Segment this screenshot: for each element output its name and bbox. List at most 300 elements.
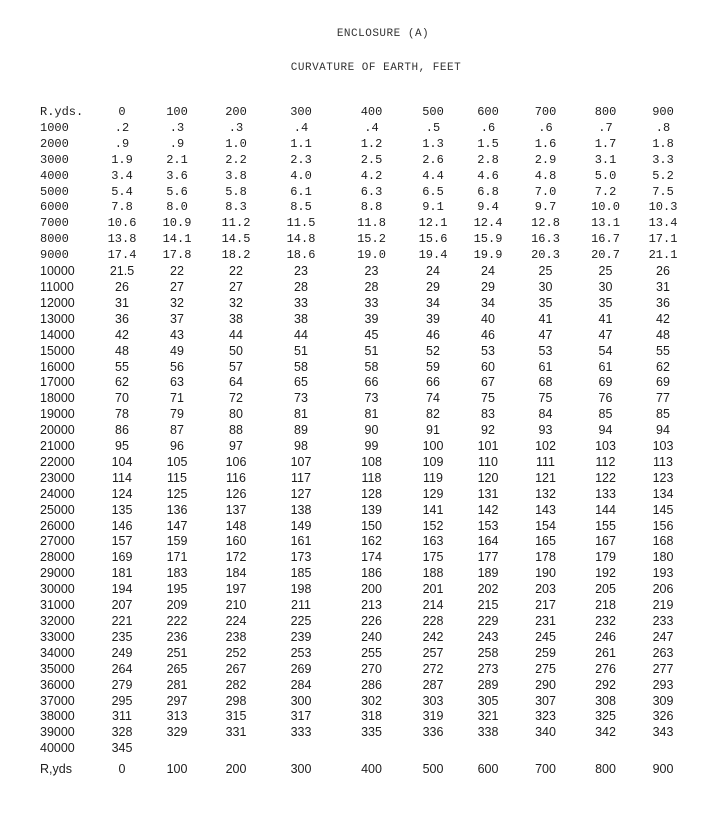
- curvature-cell: 207: [111, 598, 133, 613]
- curvature-cell: 117: [291, 470, 311, 485]
- table-row: [36, 169, 689, 185]
- curvature-cell: 49: [170, 343, 184, 358]
- curvature-cell: 11.8: [357, 216, 386, 231]
- curvature-cell: 21.1: [648, 248, 678, 263]
- curvature-cell: 39: [426, 311, 440, 326]
- curvature-cell: 210: [225, 598, 247, 613]
- curvature-cell: 2.3: [290, 152, 312, 167]
- curvature-cell: 152: [422, 518, 444, 533]
- curvature-cell: 13.8: [107, 232, 137, 247]
- curvature-cell: 286: [361, 677, 382, 692]
- curvature-cell: 66: [364, 375, 379, 390]
- curvature-cell: 206: [652, 582, 674, 597]
- column-header-600: 600: [477, 105, 499, 119]
- curvature-cell: 10.0: [591, 200, 620, 215]
- curvature-cell: 219: [652, 598, 674, 613]
- table-row: [36, 423, 689, 439]
- curvature-cell: 47: [598, 327, 613, 342]
- range-label: 36000: [40, 677, 75, 692]
- curvature-cell: 297: [166, 693, 188, 708]
- curvature-cell: 261: [595, 645, 616, 660]
- range-label: 3000: [40, 152, 69, 167]
- curvature-cell: 159: [166, 534, 188, 549]
- curvature-cell: 273: [477, 661, 499, 676]
- curvature-cell: 295: [111, 693, 133, 708]
- curvature-cell: 328: [111, 725, 133, 740]
- curvature-cell: 46: [426, 327, 440, 342]
- curvature-cell: 218: [595, 598, 616, 613]
- curvature-cell: 116: [226, 470, 246, 485]
- curvature-cell: 103: [595, 439, 616, 454]
- curvature-cell: 290: [535, 677, 556, 692]
- curvature-cell: 67: [481, 375, 495, 390]
- curvature-cell: 331: [225, 725, 247, 740]
- curvature-cell: 61: [598, 359, 613, 374]
- curvature-cell: 298: [225, 693, 247, 708]
- table-row: [36, 232, 689, 248]
- curvature-cell: 190: [535, 566, 556, 581]
- range-label: 8000: [40, 232, 69, 247]
- curvature-cell: 22: [170, 264, 184, 279]
- curvature-cell: 171: [166, 550, 188, 565]
- curvature-cell: [574, 741, 637, 757]
- curvature-cell: 318: [361, 709, 382, 724]
- curvature-cell: 12.1: [418, 216, 448, 231]
- curvature-cell: 4.4: [422, 168, 444, 183]
- curvature-cell: 7.2: [594, 184, 617, 199]
- range-label: 4000: [40, 168, 69, 183]
- curvature-cell: 255: [361, 645, 382, 660]
- curvature-cell: 282: [225, 677, 247, 692]
- curvature-cell: 156: [652, 518, 674, 533]
- range-label: 30000: [40, 582, 75, 597]
- curvature-cell: 145: [652, 502, 674, 517]
- table-row: [36, 248, 689, 264]
- column-header-700: 700: [534, 105, 557, 119]
- curvature-cell: 56: [170, 359, 184, 374]
- curvature-cell: 157: [111, 534, 133, 549]
- curvature-cell: 329: [166, 725, 188, 740]
- curvature-cell: 7.5: [652, 184, 674, 199]
- curvature-cell: 2.6: [422, 152, 444, 167]
- curvature-cell: 24: [426, 264, 440, 279]
- curvature-cell: 144: [595, 502, 616, 517]
- table-row: [36, 582, 689, 598]
- curvature-cell: .3: [169, 120, 185, 135]
- curvature-cell: 83: [481, 407, 495, 422]
- curvature-cell: 183: [166, 566, 188, 581]
- curvature-cell: 281: [166, 677, 188, 692]
- curvature-cell: 146: [111, 518, 133, 533]
- curvature-cell: 26: [656, 264, 670, 279]
- curvature-cell: 86: [115, 423, 129, 438]
- curvature-cell: 104: [111, 454, 133, 469]
- range-label: 15000: [40, 343, 75, 358]
- curvature-cell: 232: [595, 614, 616, 628]
- curvature-cell: .2: [114, 120, 130, 135]
- range-label: 28000: [40, 550, 75, 565]
- curvature-cell: 168: [652, 534, 674, 549]
- range-label: 29000: [40, 566, 75, 581]
- curvature-cell: 44: [294, 327, 308, 342]
- curvature-cell: 154: [535, 518, 556, 533]
- table-row: [36, 391, 689, 407]
- curvature-cell: 73: [364, 391, 379, 406]
- curvature-cell: 197: [225, 582, 247, 597]
- range-label: 16000: [40, 359, 75, 374]
- curvature-cell: 9.1: [422, 200, 444, 215]
- curvature-cell: 85: [598, 407, 613, 422]
- curvature-cell: 164: [477, 534, 499, 549]
- curvature-cell: 11.2: [221, 216, 251, 231]
- curvature-cell: 217: [535, 598, 556, 613]
- curvature-cell: 211: [291, 598, 311, 613]
- curvature-cell: 96: [170, 439, 184, 454]
- curvature-cell: 15.9: [473, 232, 503, 247]
- curvature-cell: 1.2: [360, 136, 383, 151]
- curvature-cell: 309: [652, 693, 674, 708]
- header-row: [36, 105, 689, 121]
- curvature-cell: 43: [170, 327, 184, 342]
- curvature-cell: 185: [290, 566, 312, 581]
- curvature-cell: 42: [115, 327, 129, 342]
- curvature-cell: 81: [364, 407, 379, 422]
- curvature-cell: 120: [477, 470, 499, 485]
- curvature-cell: .9: [114, 136, 130, 151]
- curvature-cell: 16.7: [591, 232, 620, 247]
- curvature-cell: 238: [225, 629, 247, 644]
- curvature-cell: 138: [290, 502, 312, 517]
- curvature-cell: 32: [229, 295, 243, 310]
- curvature-cell: 163: [422, 534, 444, 549]
- curvature-cell: 9.7: [534, 200, 557, 215]
- curvature-cell: 326: [652, 709, 674, 724]
- column-header-800: 800: [594, 105, 617, 119]
- curvature-cell: 225: [290, 614, 312, 628]
- curvature-cell: 55: [115, 359, 129, 374]
- curvature-cell: 5.8: [225, 184, 247, 199]
- curvature-cell: 305: [477, 693, 499, 708]
- curvature-cell: 22: [229, 264, 243, 279]
- curvature-cell: 45: [364, 327, 379, 342]
- curvature-cell: 279: [111, 677, 133, 692]
- curvature-cell: 36: [656, 295, 670, 310]
- table-row: [36, 153, 689, 169]
- curvature-cell: 13.1: [591, 216, 620, 231]
- curvature-cell: 1.0: [225, 136, 247, 151]
- table-row: [36, 630, 689, 646]
- curvature-cell: 118: [361, 470, 382, 485]
- curvature-cell: 31: [115, 295, 129, 310]
- curvature-cell: 263: [652, 645, 674, 660]
- range-label: 40000: [40, 741, 75, 756]
- curvature-cell: 258: [477, 645, 499, 660]
- curvature-cell: 88: [229, 423, 243, 438]
- curvature-cell: 51: [294, 343, 308, 358]
- column-footer-900: 900: [652, 762, 674, 777]
- curvature-cell: 127: [290, 486, 312, 501]
- curvature-cell: 142: [477, 502, 499, 517]
- table-row: [36, 455, 689, 471]
- table-row: [36, 566, 689, 582]
- curvature-cell: 243: [477, 629, 499, 644]
- table-row: [36, 487, 689, 503]
- curvature-cell: 12.8: [531, 216, 560, 231]
- curvature-cell: 245: [535, 629, 556, 644]
- curvature-cell: 270: [361, 661, 382, 676]
- curvature-cell: 77: [656, 391, 670, 406]
- column-header-500: 500: [422, 105, 444, 119]
- curvature-cell: 177: [477, 550, 499, 565]
- curvature-cell: 311: [112, 709, 132, 724]
- curvature-cell: .9: [169, 136, 185, 151]
- curvature-cell: 58: [294, 359, 308, 374]
- curvature-cell: 192: [595, 566, 616, 581]
- curvature-cell: 28: [294, 279, 308, 294]
- table-row: [36, 344, 689, 360]
- enclosure-heading: ENCLOSURE (A): [336, 28, 430, 40]
- curvature-cell: 172: [225, 550, 247, 565]
- range-label: 24000: [40, 486, 75, 501]
- table-row: [36, 200, 689, 216]
- curvature-cell: 85: [656, 407, 670, 422]
- curvature-cell: 267: [225, 661, 247, 676]
- column-footer-700: 700: [535, 762, 556, 777]
- curvature-cell: 264: [111, 661, 133, 676]
- curvature-cell: [637, 741, 689, 757]
- curvature-cell: 10.9: [162, 216, 192, 231]
- table-row: [36, 694, 689, 710]
- table-row: [36, 439, 689, 455]
- curvature-cell: 313: [166, 709, 188, 724]
- curvature-cell: 160: [225, 534, 247, 549]
- curvature-cell: 94: [656, 423, 670, 438]
- curvature-cell: 70: [115, 391, 129, 406]
- range-label: 26000: [40, 518, 75, 533]
- curvature-cell: 202: [477, 582, 499, 597]
- column-footer-200: 200: [225, 762, 247, 777]
- range-yards-footer: R,yds: [40, 762, 72, 777]
- curvature-cell: 335: [361, 725, 382, 740]
- curvature-cell: 122: [595, 470, 616, 485]
- column-footer-600: 600: [477, 762, 499, 777]
- curvature-cell: 1.8: [652, 136, 674, 151]
- curvature-cell: 1.9: [111, 152, 133, 167]
- curvature-cell: 128: [361, 486, 382, 501]
- curvature-cell: 66: [426, 375, 440, 390]
- curvature-cell: 269: [290, 661, 312, 676]
- curvature-cell: 19.4: [418, 248, 448, 263]
- curvature-cell: 167: [595, 534, 616, 549]
- curvature-cell: 91: [426, 423, 440, 438]
- curvature-cell: 5.2: [652, 168, 674, 183]
- curvature-cell: 169: [111, 550, 133, 565]
- curvature-cell: 15.6: [418, 232, 448, 247]
- curvature-cell: 147: [166, 518, 188, 533]
- curvature-cell: 40: [481, 311, 495, 326]
- range-label: 7000: [40, 216, 69, 231]
- curvature-cell: 3.8: [225, 168, 247, 183]
- curvature-cell: 119: [423, 470, 443, 485]
- curvature-cell: 1.6: [534, 136, 557, 151]
- curvature-cell: 100: [422, 439, 444, 454]
- curvature-cell: 34: [481, 295, 495, 310]
- curvature-cell: 72: [229, 391, 243, 406]
- curvature-cell: 302: [361, 693, 382, 708]
- curvature-cell: 101: [477, 439, 499, 454]
- curvature-cell: 8.3: [225, 200, 247, 215]
- curvature-cell: 235: [111, 629, 133, 644]
- curvature-cell: 193: [652, 566, 674, 581]
- curvature-cell: 94: [598, 423, 613, 438]
- curvature-cell: 338: [477, 725, 499, 740]
- curvature-cell: 315: [225, 709, 247, 724]
- curvature-cell: .8: [655, 120, 671, 135]
- range-label: 1000: [40, 120, 69, 135]
- curvature-cell: 242: [422, 629, 444, 644]
- curvature-cell: 62: [656, 359, 670, 374]
- curvature-cell: 21.5: [109, 264, 135, 279]
- table-row: [36, 280, 689, 296]
- table-row: [36, 328, 689, 344]
- curvature-cell: 3.1: [594, 152, 617, 167]
- curvature-cell: 253: [290, 645, 312, 660]
- table-row: [36, 312, 689, 328]
- curvature-cell: 247: [652, 629, 674, 644]
- curvature-cell: 231: [535, 614, 556, 628]
- column-header-300: 300: [290, 105, 312, 119]
- curvature-cell: 5.6: [166, 184, 188, 199]
- curvature-cell: 61: [538, 359, 553, 374]
- range-label: 32000: [40, 614, 75, 628]
- curvature-cell: 60: [481, 359, 495, 374]
- curvature-cell: 18.2: [221, 248, 251, 263]
- curvature-cell: 123: [652, 470, 674, 485]
- curvature-cell: 110: [478, 454, 498, 469]
- curvature-cell: 3.6: [166, 168, 188, 183]
- curvature-cell: 342: [595, 725, 616, 740]
- curvature-cell: 35: [598, 295, 613, 310]
- curvature-cell: 307: [535, 693, 556, 708]
- curvature-cell: 16.3: [531, 232, 560, 247]
- range-label: 25000: [40, 502, 75, 517]
- column-footer-500: 500: [422, 762, 444, 777]
- curvature-cell: 224: [225, 614, 247, 628]
- curvature-cell: 52: [426, 343, 440, 358]
- curvature-cell: 4.6: [477, 168, 499, 183]
- curvature-cell: .7: [598, 120, 613, 135]
- curvature-cell: 257: [422, 645, 444, 660]
- curvature-cell: 300: [290, 693, 312, 708]
- curvature-cell: 47: [538, 327, 553, 342]
- curvature-cell: 134: [652, 486, 674, 501]
- curvature-cell: 265: [166, 661, 188, 676]
- curvature-cell: 64: [229, 375, 243, 390]
- range-label: 9000: [40, 248, 69, 263]
- column-header-200: 200: [225, 105, 247, 119]
- curvature-cell: 321: [477, 709, 499, 724]
- curvature-cell: 233: [652, 614, 674, 628]
- curvature-cell: 32: [170, 295, 184, 310]
- curvature-cell: 229: [477, 614, 499, 628]
- curvature-cell: 46: [481, 327, 495, 342]
- curvature-cell: 27: [229, 279, 243, 294]
- curvature-cell: 209: [166, 598, 188, 613]
- curvature-cell: 162: [361, 534, 382, 549]
- curvature-cell: 59: [426, 359, 440, 374]
- curvature-cell: 9.4: [477, 200, 499, 215]
- curvature-cell: 24: [481, 264, 495, 279]
- table-row: [36, 614, 689, 630]
- table-row: [36, 471, 689, 487]
- curvature-cell: 186: [361, 566, 382, 581]
- curvature-cell: 107: [290, 454, 312, 469]
- curvature-cell: 63: [170, 375, 184, 390]
- curvature-cell: 345: [111, 741, 133, 756]
- curvature-cell: 17.8: [162, 248, 192, 263]
- curvature-cell: 115: [167, 470, 187, 485]
- footer-row: [36, 757, 689, 778]
- range-label: 23000: [40, 470, 75, 485]
- curvature-cell: 149: [290, 518, 312, 533]
- curvature-cell: 90: [364, 423, 379, 438]
- curvature-cell: 50: [229, 343, 243, 358]
- curvature-cell: 4.2: [360, 168, 383, 183]
- curvature-cell: 276: [595, 661, 616, 676]
- curvature-cell: 23: [294, 264, 308, 279]
- curvature-cell: 55: [656, 343, 670, 358]
- curvature-cell: 333: [290, 725, 312, 740]
- curvature-cell: 126: [225, 486, 247, 501]
- column-header: [36, 105, 689, 121]
- curvature-cell: 287: [422, 677, 444, 692]
- curvature-cell: 249: [111, 645, 133, 660]
- column-header-400: 400: [360, 105, 383, 119]
- curvature-cell: 25: [538, 264, 553, 279]
- curvature-table: [36, 105, 689, 778]
- curvature-cell: 141: [422, 502, 444, 517]
- curvature-cell: 35: [538, 295, 553, 310]
- curvature-cell: 252: [225, 645, 247, 660]
- table-title: CURVATURE OF EARTH, FEET: [290, 62, 462, 74]
- curvature-cell: [459, 741, 517, 757]
- curvature-cell: 10.6: [107, 216, 137, 231]
- curvature-cell: 303: [422, 693, 444, 708]
- range-label: 6000: [40, 200, 69, 215]
- curvature-cell: 148: [225, 518, 247, 533]
- curvature-cell: 14.1: [162, 232, 192, 247]
- curvature-cell: 275: [535, 661, 556, 676]
- curvature-cell: 76: [598, 391, 613, 406]
- curvature-cell: 179: [595, 550, 616, 565]
- curvature-cell: 15.2: [357, 232, 386, 247]
- curvature-cell: 228: [422, 614, 444, 628]
- curvature-cell: 1.1: [290, 136, 312, 151]
- column-footer-100: 100: [166, 762, 188, 777]
- table-row: [36, 360, 689, 376]
- curvature-cell: 173: [290, 550, 312, 565]
- curvature-cell: 7.8: [111, 200, 133, 215]
- curvature-cell: 155: [595, 518, 616, 533]
- curvature-cell: 226: [361, 614, 382, 628]
- table-row: [36, 598, 689, 614]
- table-row: [36, 646, 689, 662]
- range-label: 33000: [40, 629, 75, 644]
- curvature-cell: 19.9: [473, 248, 503, 263]
- curvature-cell: 113: [653, 454, 673, 469]
- curvature-cell: 25: [598, 264, 613, 279]
- table-row: [36, 121, 689, 137]
